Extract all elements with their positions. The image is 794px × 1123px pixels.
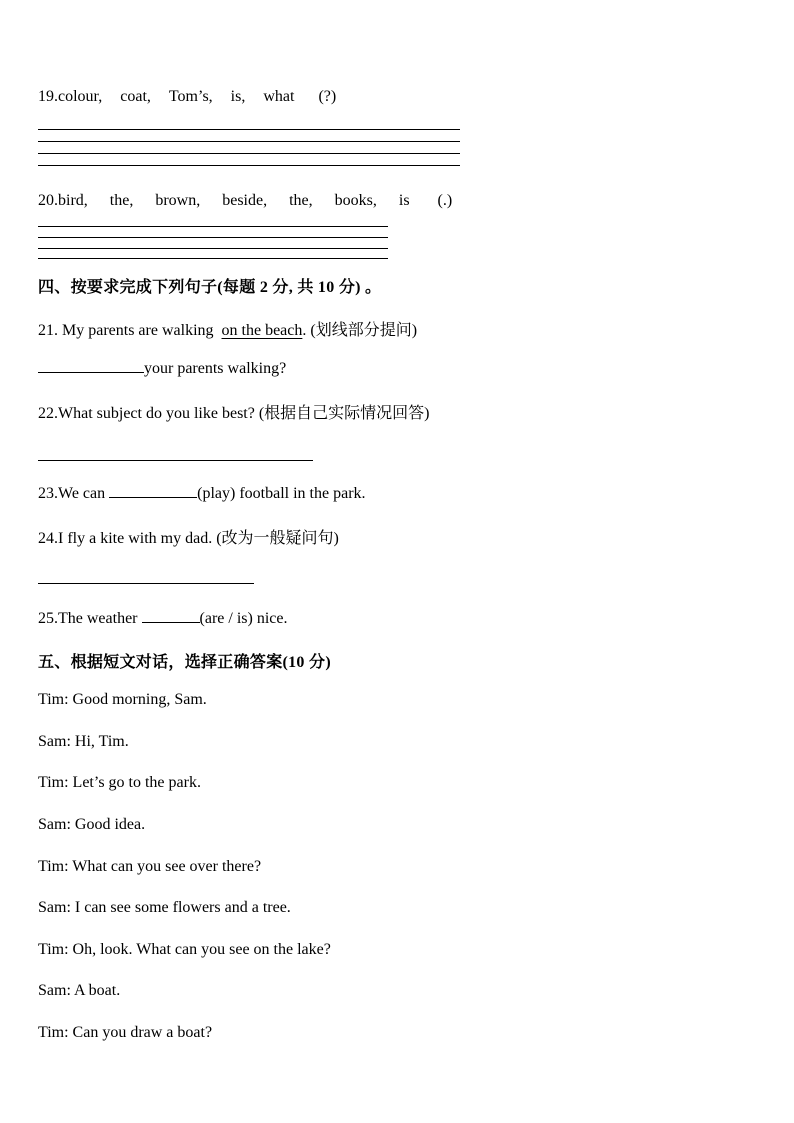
dialogue-line: Sam: A boat. xyxy=(38,982,121,999)
dialogue-line: Sam: I can see some flowers and a tree. xyxy=(38,899,291,916)
answer-line[interactable] xyxy=(38,237,388,238)
question-text: (are / is) nice. xyxy=(199,610,288,627)
answer-line[interactable] xyxy=(38,129,460,130)
answer-line[interactable] xyxy=(38,165,460,166)
question-text: 23.We can xyxy=(38,485,110,502)
answer-line[interactable] xyxy=(38,258,388,259)
answer-blank[interactable] xyxy=(38,358,144,373)
word: what xyxy=(263,88,295,105)
answer-line[interactable] xyxy=(38,460,313,461)
word: brown, xyxy=(155,192,201,209)
word: bird, xyxy=(58,192,88,209)
question-22: 22.What subject do you like best? (根据自己实际情况回答) xyxy=(38,405,430,422)
question-text: . My parents are walking xyxy=(54,322,218,339)
word: Tom’s, xyxy=(168,88,213,105)
word: books, xyxy=(334,192,377,209)
dialogue-line: Tim: Let’s go to the park. xyxy=(38,774,201,791)
question-number: 21 xyxy=(38,322,54,339)
section-5-heading: 五、根据短文对话，选择正确答案(10 分) xyxy=(38,654,331,671)
instruction-text: . (划线部分提问) xyxy=(302,322,418,339)
word: the, xyxy=(289,192,313,209)
dialogue-line: Tim: Good morning, Sam. xyxy=(38,691,207,708)
question-text: 25.The weather xyxy=(38,610,142,627)
dialogue-line: Tim: What can you see over there? xyxy=(38,858,262,875)
answer-line[interactable] xyxy=(38,153,460,154)
question-20 xyxy=(38,192,452,210)
question-21 xyxy=(38,317,417,340)
answer-line[interactable] xyxy=(38,248,388,249)
question-number: 19. xyxy=(38,88,58,105)
question-24: 24.I fly a kite with my dad. (改为一般疑问句) xyxy=(38,530,339,547)
question-text: (play) football in the park. xyxy=(197,485,366,502)
answer-blank[interactable] xyxy=(109,483,197,498)
question-21-answer xyxy=(38,358,286,378)
answer-line[interactable] xyxy=(38,583,254,584)
word: beside, xyxy=(222,192,268,209)
word: is, xyxy=(230,88,246,105)
word: the, xyxy=(109,192,134,209)
answer-blank[interactable] xyxy=(142,608,200,623)
word: colour, xyxy=(58,88,103,105)
dialogue-line: Tim: Can you draw a boat? xyxy=(38,1024,213,1041)
dialogue-line: Sam: Hi, Tim. xyxy=(38,733,129,750)
word: coat, xyxy=(120,88,151,105)
word: (.) xyxy=(437,192,453,209)
section-4-heading: 四、按要求完成下列句子(每题 2 分, 共 10 分) 。 xyxy=(38,279,382,296)
dialogue-line: Tim: Oh, look. What can you see on the lake? xyxy=(38,941,331,958)
question-number: 20. xyxy=(38,192,58,209)
dialogue-line: Sam: Good idea. xyxy=(38,816,146,833)
word: (?) xyxy=(318,88,337,105)
question-19 xyxy=(38,88,336,106)
underlined-phrase: on the beach xyxy=(221,322,303,339)
answer-line[interactable] xyxy=(38,226,388,227)
answer-line[interactable] xyxy=(38,141,460,142)
answer-text: your parents walking? xyxy=(144,360,287,377)
word: is xyxy=(398,192,410,209)
question-25 xyxy=(38,608,287,628)
question-23 xyxy=(38,483,366,503)
